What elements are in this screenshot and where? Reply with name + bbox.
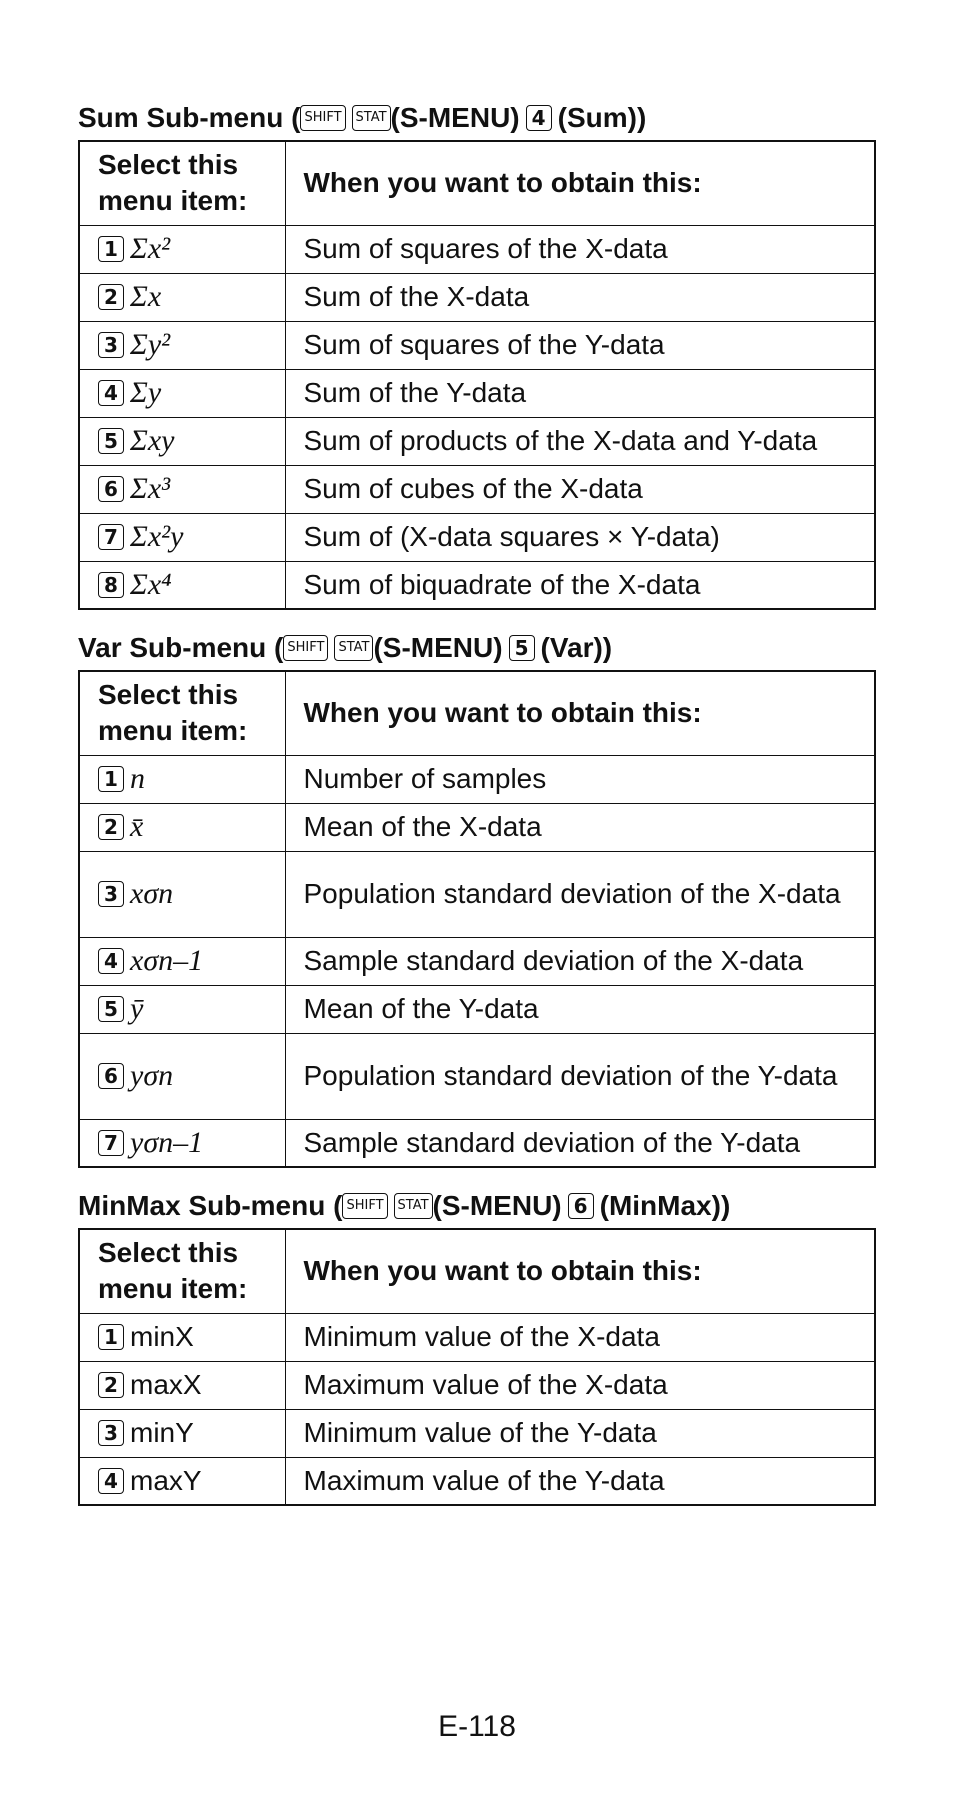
table-row <box>79 1119 875 1167</box>
menu-item <box>98 944 285 978</box>
menu-item <box>98 1321 285 1353</box>
menu-item <box>98 1126 285 1160</box>
menu-item <box>98 520 285 554</box>
table-row <box>79 417 875 465</box>
menu-item-symbol: Σx²y <box>130 520 184 553</box>
menu-item-description: Minimum value of the X-data <box>285 1313 875 1361</box>
table-row <box>79 1361 875 1409</box>
heading-suffix: (MinMax)) <box>599 1190 731 1221</box>
menu-item-cell <box>79 561 285 609</box>
number-key-icon: 6 <box>568 1193 594 1219</box>
number-key-icon: 4 <box>98 948 124 974</box>
menu-item <box>98 328 285 362</box>
menu-item-cell <box>79 225 285 273</box>
number-key-icon: 7 <box>98 1130 124 1156</box>
number-key-icon: 4 <box>526 105 552 131</box>
menu-item-symbol: Σx³ <box>130 472 171 505</box>
number-key-icon: 4 <box>98 1468 124 1494</box>
menu-item-symbol: Σy² <box>130 328 171 361</box>
heading-title: MinMax Sub-menu ( <box>78 1190 343 1221</box>
menu-item-cell <box>79 273 285 321</box>
number-key-icon: 2 <box>98 814 124 840</box>
menu-item-description: Population standard deviation of the Y-data <box>285 1033 875 1119</box>
table-row <box>79 321 875 369</box>
menu-item <box>98 1369 285 1401</box>
menu-item-description: Population standard deviation of the X-data <box>285 851 875 937</box>
column-header-description: When you want to obtain this: <box>285 141 875 225</box>
menu-item <box>98 376 285 410</box>
stat-key-icon: STAT <box>352 105 391 131</box>
menu-item <box>98 992 285 1026</box>
table-row <box>79 561 875 609</box>
column-header-description: When you want to obtain this: <box>285 1229 875 1313</box>
menu-item-symbol: Σxy <box>130 424 175 457</box>
shift-key-icon: SHIFT <box>300 105 345 131</box>
table-row <box>79 1409 875 1457</box>
menu-item-description: Sum of the X-data <box>285 273 875 321</box>
table-header-row <box>79 1229 875 1313</box>
table-row <box>79 513 875 561</box>
table-row <box>79 1313 875 1361</box>
menu-item-symbol: n <box>130 762 145 795</box>
menu-item <box>98 875 285 913</box>
heading-suffix: (Var)) <box>540 632 613 663</box>
smenu-label: (S-MENU) <box>432 1190 562 1221</box>
column-header-item: Select this menu item: <box>79 1229 285 1313</box>
menu-item-symbol: Σx² <box>130 232 171 265</box>
shift-key-icon: SHIFT <box>283 635 328 661</box>
menu-item <box>98 424 285 458</box>
minmax-submenu-table <box>78 1228 876 1506</box>
menu-item <box>98 762 285 796</box>
table-row <box>79 937 875 985</box>
var-submenu-table <box>78 670 876 1168</box>
column-header-item: Select this menu item: <box>79 141 285 225</box>
menu-item-cell <box>79 1361 285 1409</box>
menu-item-description: Sum of the Y-data <box>285 369 875 417</box>
menu-item-symbol: minY <box>130 1417 194 1448</box>
menu-item-symbol: xσn–1 <box>130 944 204 977</box>
number-key-icon: 5 <box>98 996 124 1022</box>
menu-item <box>98 232 285 266</box>
var-submenu-heading <box>78 626 876 670</box>
sum-submenu-heading <box>78 96 876 140</box>
heading-title: Sum Sub-menu ( <box>78 102 301 133</box>
menu-item-description: Maximum value of the X-data <box>285 1361 875 1409</box>
table-row <box>79 1033 875 1119</box>
table-row <box>79 1457 875 1505</box>
table-header-row <box>79 141 875 225</box>
number-key-icon: 3 <box>98 332 124 358</box>
menu-item-description: Sum of products of the X-data and Y-data <box>285 417 875 465</box>
menu-item-cell <box>79 1409 285 1457</box>
page-number: E-118 <box>438 1710 516 1743</box>
number-key-icon: 4 <box>98 380 124 406</box>
menu-item-symbol: maxY <box>130 1464 202 1496</box>
menu-item-description: Sample standard deviation of the X-data <box>285 937 875 985</box>
number-key-icon: 1 <box>98 1324 124 1350</box>
table-row <box>79 225 875 273</box>
menu-item-description: Sum of cubes of the X-data <box>285 465 875 513</box>
menu-item-description: Number of samples <box>285 755 875 803</box>
menu-item-symbol: Σx <box>130 280 162 313</box>
table-row <box>79 985 875 1033</box>
smenu-label: (S-MENU) <box>373 632 503 663</box>
menu-item-cell <box>79 1119 285 1167</box>
menu-item-symbol: ȳ <box>130 992 144 1025</box>
menu-item-cell <box>79 985 285 1033</box>
sum-submenu-table <box>78 140 876 610</box>
shift-key-icon: SHIFT <box>342 1193 387 1219</box>
menu-item <box>98 1417 285 1449</box>
menu-item-cell <box>79 755 285 803</box>
menu-item-description: Sum of (X-data squares × Y-data) <box>285 513 875 561</box>
menu-item-symbol: Σx⁴ <box>130 567 172 601</box>
menu-item-cell <box>79 369 285 417</box>
smenu-label: (S-MENU) <box>390 102 520 133</box>
number-key-icon: 6 <box>98 476 124 502</box>
menu-item-symbol: Σy <box>130 376 162 409</box>
column-header-description: When you want to obtain this: <box>285 671 875 755</box>
table-row <box>79 273 875 321</box>
menu-item-description: Maximum value of the Y-data <box>285 1457 875 1505</box>
menu-item-symbol: maxX <box>130 1369 202 1400</box>
number-key-icon: 5 <box>509 635 535 661</box>
menu-item-symbol: yσn–1 <box>130 1125 204 1159</box>
heading-suffix: (Sum)) <box>557 102 647 133</box>
table-row <box>79 369 875 417</box>
menu-item-cell <box>79 417 285 465</box>
menu-item-cell <box>79 851 285 937</box>
number-key-icon: 8 <box>98 572 124 598</box>
menu-item-symbol: minX <box>130 1321 194 1352</box>
menu-item-description: Mean of the X-data <box>285 803 875 851</box>
menu-item <box>98 472 285 506</box>
number-key-icon: 6 <box>98 1063 124 1089</box>
number-key-icon: 1 <box>98 236 124 262</box>
menu-item-cell <box>79 1457 285 1505</box>
menu-item-cell <box>79 513 285 561</box>
table-row <box>79 803 875 851</box>
table-row <box>79 851 875 937</box>
menu-item-symbol: yσn <box>130 1059 174 1092</box>
number-key-icon: 2 <box>98 284 124 310</box>
menu-item <box>98 810 285 844</box>
menu-item-description: Minimum value of the Y-data <box>285 1409 875 1457</box>
menu-item <box>98 568 285 602</box>
table-header-row <box>79 671 875 755</box>
table-row <box>79 465 875 513</box>
column-header-item: Select this menu item: <box>79 671 285 755</box>
menu-item <box>98 1465 285 1497</box>
heading-title: Var Sub-menu ( <box>78 632 284 663</box>
menu-item-description: Mean of the Y-data <box>285 985 875 1033</box>
menu-item-symbol: x̄ <box>130 810 144 843</box>
table-row <box>79 755 875 803</box>
menu-item-cell <box>79 321 285 369</box>
number-key-icon: 3 <box>98 881 124 907</box>
menu-item-cell <box>79 803 285 851</box>
menu-item-description: Sample standard deviation of the Y-data <box>285 1119 875 1167</box>
stat-key-icon: STAT <box>394 1193 433 1219</box>
menu-item <box>98 1057 285 1095</box>
number-key-icon: 5 <box>98 428 124 454</box>
number-key-icon: 2 <box>98 1372 124 1398</box>
manual-page <box>78 96 876 1522</box>
menu-item <box>98 280 285 314</box>
number-key-icon: 1 <box>98 766 124 792</box>
number-key-icon: 7 <box>98 524 124 550</box>
number-key-icon: 3 <box>98 1420 124 1446</box>
menu-item-description: Sum of biquadrate of the X-data <box>285 561 875 609</box>
menu-item-description: Sum of squares of the Y-data <box>285 321 875 369</box>
minmax-submenu-heading <box>78 1184 876 1228</box>
menu-item-cell <box>79 937 285 985</box>
menu-item-cell <box>79 1033 285 1119</box>
menu-item-cell <box>79 1313 285 1361</box>
stat-key-icon: STAT <box>334 635 373 661</box>
menu-item-symbol: xσn <box>130 877 174 910</box>
menu-item-description: Sum of squares of the X-data <box>285 225 875 273</box>
menu-item-cell <box>79 465 285 513</box>
